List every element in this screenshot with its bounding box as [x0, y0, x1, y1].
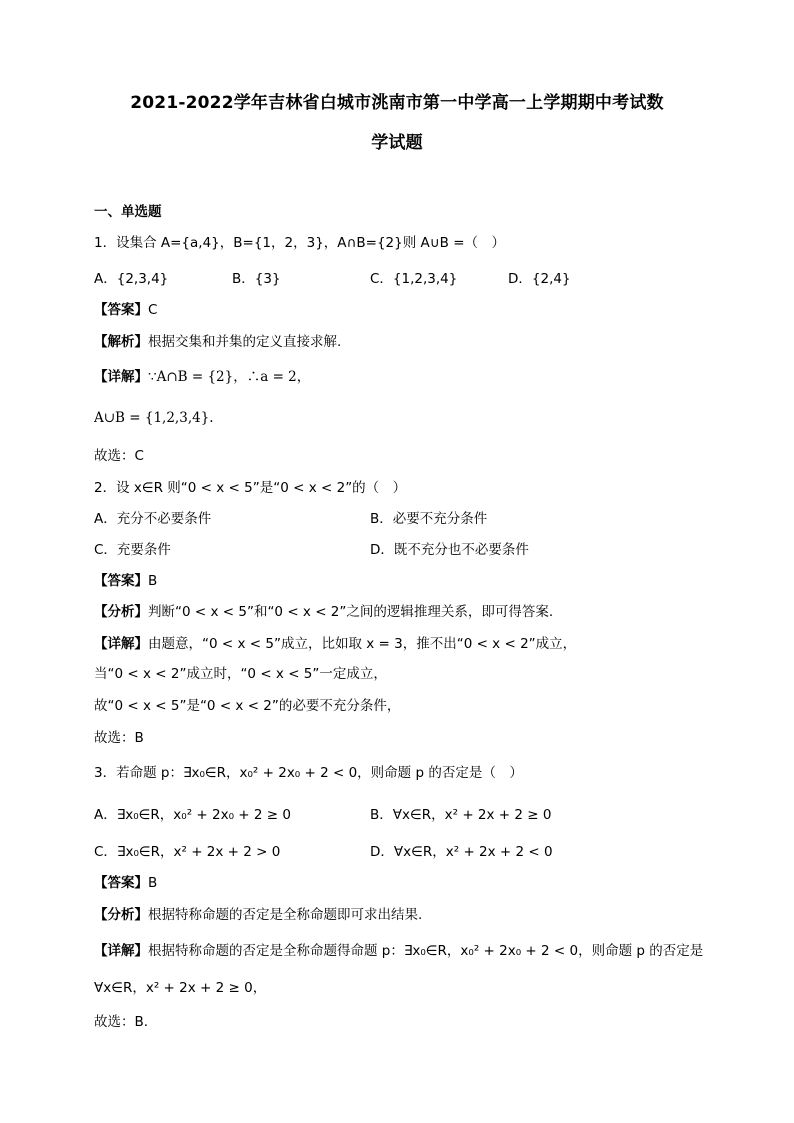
q2-stem: 2．设 x∈R 则“0 < x < 5”是“0 < x < 2”的（ ）	[94, 480, 407, 496]
answer-value: C	[148, 302, 158, 318]
q1-option-d: D．{2,4}	[508, 271, 571, 287]
section-heading: 一、单选题	[94, 204, 162, 220]
q2-detail-line2: 当“0 < x < 2”成立时，“0 < x < 5”一定成立，	[94, 666, 387, 682]
analysis-text: 判断“0 < x < 5”和“0 < x < 2”之间的逻辑推理关系，即可得答案.	[148, 604, 554, 620]
q3-option-a: A．∃x₀∈R，x₀² + 2x₀ + 2 ≥ 0	[94, 807, 291, 823]
q2-answer	[94, 572, 157, 590]
analysis-text: 根据特称命题的否定是全称命题即可求出结果.	[148, 907, 423, 923]
q3-stem: 3．若命题 p：∃x₀∈R，x₀² + 2x₀ + 2 < 0，则命题 p 的否定是（ ）	[94, 765, 523, 781]
analysis-tag: 【分析】	[94, 604, 148, 620]
q3-option-c: C．∃x₀∈R，x² + 2x + 2 > 0	[94, 844, 281, 860]
q3-conclusion: 故选：B.	[94, 1014, 149, 1030]
document-title-line1: 2021-2022学年吉林省白城市洮南市第一中学高一上学期期中考试数	[130, 93, 664, 113]
document-title-line2: 学试题	[371, 133, 423, 153]
q2-detail	[94, 635, 576, 653]
q1-detail	[94, 368, 310, 386]
analysis-tag: 【分析】	[94, 907, 148, 923]
q2-option-a: A．充分不必要条件	[94, 511, 212, 527]
answer-tag: 【答案】	[94, 875, 148, 891]
q1-option-a: A．{2,3,4}	[94, 271, 169, 287]
q1-conclusion: 故选：C	[94, 448, 144, 464]
detail-text: 根据特称命题的否定是全称命题得命题 p：∃x₀∈R，x₀² + 2x₀ + 2 < 0，则命题 p 的否定是	[148, 943, 704, 959]
q3-option-d: D．∀x∈R，x² + 2x + 2 < 0	[370, 844, 553, 860]
answer-tag: 【答案】	[94, 302, 148, 318]
detail-text: 由题意，“0 < x < 5”成立，比如取 x = 3，推不出“0 < x < 2”成立，	[148, 636, 577, 652]
q1-stem: 1．设集合 A={a,4}，B={1，2，3}，A∩B={2}则 A∪B =（ ）	[94, 235, 506, 251]
detail-tag: 【详解】	[94, 636, 148, 652]
q2-conclusion: 故选：B	[94, 730, 144, 746]
q2-analysis	[94, 603, 553, 621]
q2-option-b: B．必要不充分条件	[370, 511, 488, 527]
q1-detail-line2: A∪B = {1,2,3,4}.	[94, 410, 214, 426]
q1-option-b: B．{3}	[232, 271, 281, 287]
answer-value: B	[148, 875, 158, 891]
q3-answer	[94, 874, 157, 892]
analysis-text: 根据交集和并集的定义直接求解.	[148, 334, 342, 350]
q2-option-c: C．充要条件	[94, 542, 171, 558]
q2-option-d: D．既不充分也不必要条件	[370, 542, 529, 558]
q3-detail	[94, 942, 703, 960]
detail-tag: 【详解】	[94, 943, 148, 959]
q1-analysis	[94, 333, 341, 351]
q3-option-b: B．∀x∈R，x² + 2x + 2 ≥ 0	[370, 807, 552, 823]
q2-detail-line3: 故“0 < x < 5”是“0 < x < 2”的必要不充分条件，	[94, 698, 401, 714]
detail-tag: 【详解】	[94, 369, 148, 385]
answer-tag: 【答案】	[94, 573, 148, 589]
q3-detail-line2: ∀x∈R，x² + 2x + 2 ≥ 0，	[94, 980, 267, 996]
detail-text: ∵A∩B = {2}，∴a = 2，	[148, 369, 311, 385]
q1-option-c: C．{1,2,3,4}	[370, 271, 458, 287]
q1-answer	[94, 301, 157, 319]
analysis-tag: 【解析】	[94, 334, 148, 350]
answer-value: B	[148, 573, 158, 589]
q3-analysis	[94, 906, 422, 924]
